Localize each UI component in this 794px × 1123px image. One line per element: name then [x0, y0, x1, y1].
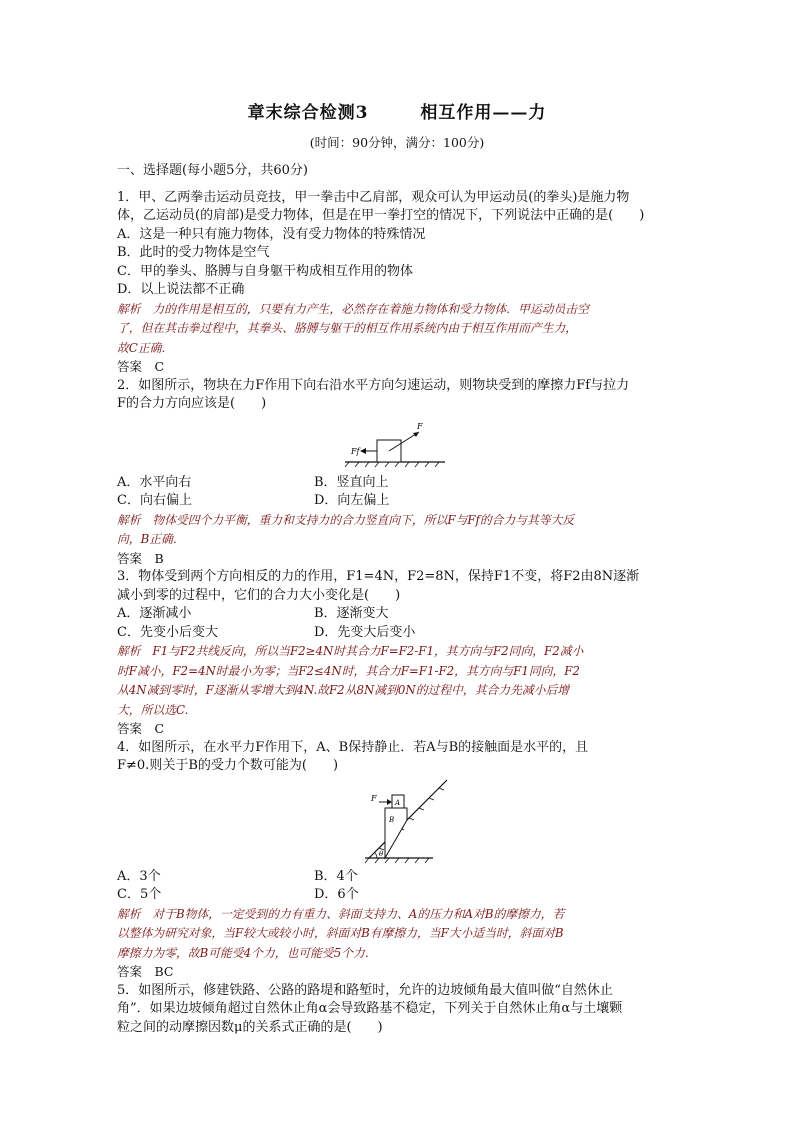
options-row — [117, 624, 677, 643]
question-text-line: 5．如图所示，修建铁路、公路的路堤和路堑时，允许的边坡倾角最大值叫做“自然休止 — [117, 982, 613, 998]
question-text-line: 2．如图所示，物块在力F作用下向右沿水平方向匀速运动，则物块受到的摩擦力Ff与拉力 — [117, 377, 630, 393]
option-b: B．此时的受力物体是空气 — [117, 245, 270, 260]
question-3 — [117, 568, 677, 739]
question-text-line: 角”．如果边坡倾角超过自然休止角α会导致路基不稳定，下列关于自然休止角α与土壤颗 — [117, 1001, 623, 1016]
options-row — [117, 886, 677, 905]
option-d: D．以上说法都不正确 — [117, 282, 245, 297]
options-row — [117, 474, 677, 493]
explanation-line: 大，所以选C. — [117, 702, 189, 717]
option-a: A．这是一种只有施力物体，没有受力物体的特殊情况 — [117, 226, 426, 242]
option-b: B．逐渐变大 — [314, 606, 389, 621]
option-a: A．逐渐减小 — [117, 606, 192, 621]
question-text-line: F的合力方向应该是( ) — [117, 396, 267, 411]
question-1 — [117, 189, 677, 377]
title-right: 相互作用——力 — [420, 103, 547, 123]
option-a: A．水平向右 — [117, 474, 192, 490]
options-row — [117, 492, 677, 511]
option-c: C．先变小后变大 — [117, 624, 218, 640]
question-2 — [117, 377, 677, 569]
option-c: C．5个 — [117, 887, 162, 902]
option-d: D．先变大后变小 — [314, 624, 416, 640]
figure-block-force — [117, 414, 677, 474]
friction-label: Ff — [351, 446, 360, 456]
question-text-line: 体，乙运动员(的肩部)是受力物体，但是在甲一拳打空的情况下，下列说法中正确的是( ) — [117, 208, 645, 223]
force-label-f: F — [417, 421, 423, 431]
answer: 答案 B — [117, 550, 164, 566]
options-row — [117, 868, 677, 887]
explanation-line: 解析 力的作用是相互的，只要有力产生，必然存在着施力物体和受力物体．甲运动员击空 — [117, 301, 589, 316]
incline-diagram — [117, 776, 677, 868]
question-text-line: 4．如图所示，在水平力F作用下，A、B保持静止．若A与B的接触面是水平的，且 — [117, 739, 589, 755]
angle-label: θ — [379, 849, 384, 858]
option-d: D．6个 — [314, 887, 359, 902]
option-c: C．甲的拳头、胳膊与自身躯干构成相互作用的物体 — [117, 263, 413, 279]
answer: 答案 BC — [117, 964, 174, 979]
question-4 — [117, 739, 677, 982]
question-text-line: 粒之间的动摩擦因数μ的关系式正确的是( ) — [117, 1019, 383, 1035]
explanation-line: 以整体为研究对象，当F较大或较小时，斜面对B有摩擦力，当F大小适当时，斜面对B — [117, 926, 564, 940]
title-left: 章末综合检测3 — [247, 103, 369, 123]
figure-incline — [117, 776, 677, 868]
option-d: D．向左偏上 — [314, 493, 390, 508]
content — [117, 162, 677, 1037]
section-heading: 一、选择题(每小题5分，共60分) — [117, 163, 308, 178]
option-b: B．4个 — [314, 868, 358, 884]
question-text-line: 3．物体受到两个方向相反的力的作用，F1=4N，F2=8N，保持F1不变，将F2由8N逐渐 — [117, 569, 640, 584]
explanation-line: 摩擦力为零，故B可能受4个力，也可能受5个力． — [117, 945, 377, 960]
block-b-label: B — [389, 815, 395, 824]
option-c: C．向右偏上 — [117, 493, 192, 508]
block-force-diagram — [117, 414, 677, 474]
question-text-line: 减小到零的过程中，它们的合力大小变化是( ) — [117, 587, 401, 603]
answer: 答案 C — [117, 359, 165, 374]
question-text-line: 1．甲、乙两拳击运动员竞技，甲一拳击中乙肩部，观众可认为甲运动员(的拳头)是施力物 — [117, 189, 630, 205]
explanation-line: 故C正确． — [117, 340, 174, 355]
block-a-label: A — [395, 798, 401, 807]
explanation-line: 解析 F1与F2共线反向，所以当F2≥4N时其合力F=F2-F1，其方向与F2同向，F2减小 — [117, 644, 584, 658]
force-label-f: F — [371, 793, 377, 803]
explanation-line: 解析 对于B物体，一定受到的力有重力、斜面支持力、A的压力和A对B的摩擦力，若 — [117, 906, 565, 921]
question-5 — [117, 982, 677, 1038]
page-title — [0, 98, 794, 123]
option-a: A．3个 — [117, 868, 161, 884]
explanation-line: 从4N减到零时，F逐渐从零增大到4N.故F2从8N减到0N的过程中，其合力先减小后增 — [117, 683, 570, 697]
answer: 答案 C — [117, 721, 165, 736]
explanation-line: 了，但在其击拳过程中，其拳头、胳膊与躯干的相互作用系统内由于相互作用而产生力， — [117, 321, 578, 335]
explanation-line: 解析 物体受四个力平衡，重力和支持力的合力竖直向下，所以F与Ff的合力与其等大反 — [117, 512, 575, 527]
question-text-line: F≠0.则关于B的受力个数可能为( ) — [117, 758, 339, 773]
option-b: B．竖直向上 — [314, 474, 389, 490]
explanation-line: 向，B正确． — [117, 532, 185, 546]
explanation-line: 时F减小，F2=4N时最小为零；当F2≤4N时，其合力F=F1-F2，其方向与F1同向，F2 — [117, 663, 580, 678]
exam-info: (时间：90分钟，满分：100分) — [309, 135, 485, 150]
options-row — [117, 605, 677, 624]
